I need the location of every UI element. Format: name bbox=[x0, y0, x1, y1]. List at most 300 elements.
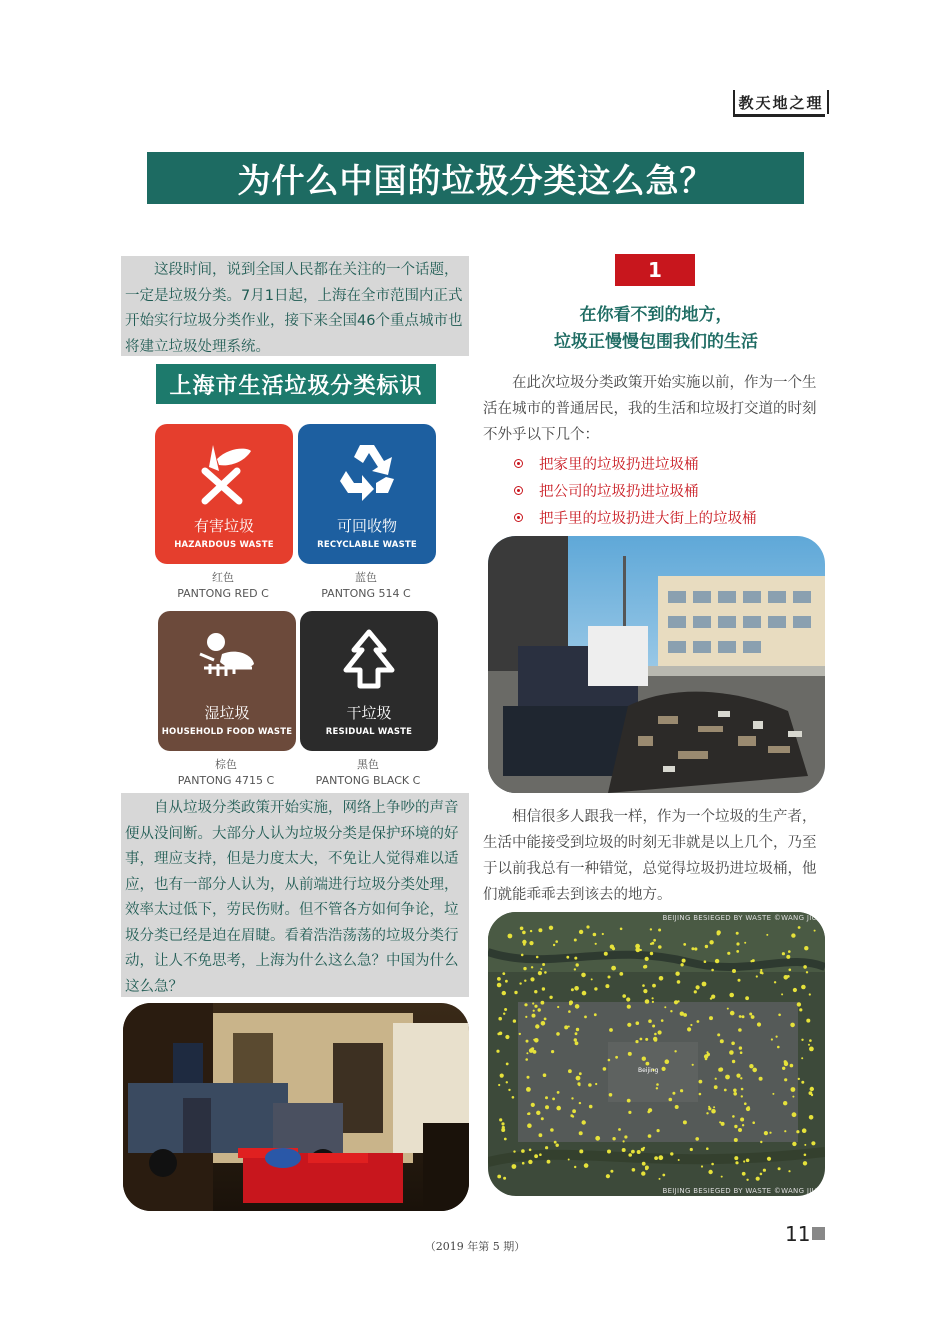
recyclable-label-cn: 可回收物 bbox=[336, 517, 397, 535]
dump-site-dot bbox=[764, 1131, 768, 1135]
list-item bbox=[514, 504, 834, 531]
dump-site-dot bbox=[806, 1019, 810, 1023]
dump-site-dot bbox=[692, 1064, 694, 1066]
blue-pantone: PANTONG 514 C bbox=[321, 587, 411, 600]
dump-site-dot bbox=[534, 1005, 537, 1008]
dump-site-dot bbox=[734, 1138, 738, 1142]
dump-site-dot bbox=[788, 950, 791, 953]
dump-site-dot bbox=[797, 1002, 801, 1006]
section-paragraph-2 bbox=[483, 804, 829, 908]
dump-site-dot bbox=[665, 1059, 670, 1064]
dump-site-dot bbox=[767, 1157, 771, 1161]
dump-site-dot bbox=[531, 1103, 535, 1107]
dump-site-dot bbox=[571, 1097, 573, 1099]
dump-site-dot bbox=[549, 926, 553, 930]
dump-site-dot bbox=[514, 991, 517, 994]
dump-site-dot bbox=[575, 1032, 578, 1035]
bullet-icon bbox=[514, 513, 523, 522]
debate-text: 自从垃圾分类政策开始实施，网络上争吵的声音便从没间断。大部分人认为垃圾分类是保护环境的好事，理应支持，但是力度太大，不免让人觉得难以适应，也有一部分人认为，从前端进行垃圾分类处理，效率太过低下，劳民伤财。但不管各方如何争论，垃圾分类已经是迫在眉睫。看着浩浩荡荡的垃圾分类行动，让人不免思考，上海为什么这么急？中国为什么这么急？ bbox=[125, 800, 459, 995]
intro-text: 这段时间，说到全国人民都在关注的一个话题，一定是垃圾分类。7月1日起，上海在全市范围内正式开始实行垃圾分类作业，接下来全国46个重点城市也将建立垃圾处理系统。 bbox=[125, 262, 463, 355]
page-number: 11 bbox=[785, 1222, 811, 1246]
dump-site-dot bbox=[530, 930, 532, 932]
dump-site-dot bbox=[570, 1114, 573, 1117]
dump-site-dot bbox=[552, 1098, 555, 1101]
dump-site-dot bbox=[732, 1060, 735, 1063]
dump-site-dot bbox=[791, 933, 795, 937]
dump-site-dot bbox=[662, 1067, 666, 1071]
dump-site-dot bbox=[608, 1059, 611, 1062]
dump-site-dot bbox=[711, 1109, 716, 1114]
dump-site-dot bbox=[658, 1155, 663, 1160]
dump-site-dot bbox=[736, 950, 739, 953]
dump-site-dot bbox=[534, 1154, 538, 1158]
dump-site-dot bbox=[760, 1141, 762, 1143]
dump-site-dot bbox=[579, 1149, 583, 1153]
dump-site-dot bbox=[736, 1074, 740, 1078]
dump-site-dot bbox=[711, 1163, 714, 1166]
dump-site-dot bbox=[694, 990, 697, 993]
dump-site-dot bbox=[751, 1015, 755, 1019]
dump-site-dot bbox=[801, 1039, 803, 1041]
dump-site-dot bbox=[774, 981, 776, 983]
dump-site-dot bbox=[648, 1019, 652, 1023]
dump-site-dot bbox=[504, 1138, 507, 1141]
dump-site-dot bbox=[593, 933, 597, 937]
dump-site-dot bbox=[506, 1063, 509, 1066]
dump-site-dot bbox=[595, 1083, 597, 1085]
dump-site-dot bbox=[706, 1112, 708, 1114]
dump-site-dot bbox=[582, 991, 587, 996]
dump-site-dot bbox=[658, 929, 661, 932]
dump-site-dot bbox=[574, 968, 576, 970]
dump-site-dot bbox=[586, 925, 589, 928]
dump-site-dot bbox=[729, 1050, 734, 1055]
recyclable-label-en: RECYCLABLE WASTE bbox=[317, 540, 417, 550]
dump-site-dot bbox=[809, 1115, 814, 1120]
dump-site-dot bbox=[683, 943, 686, 946]
dump-site-dot bbox=[657, 1129, 660, 1132]
dump-site-dot bbox=[656, 1083, 659, 1086]
dump-site-dot bbox=[504, 1008, 507, 1011]
dump-site-dot bbox=[741, 1095, 743, 1097]
dump-site-dot bbox=[648, 1134, 652, 1138]
dump-site-dot bbox=[533, 1010, 535, 1012]
dump-site-dot bbox=[690, 1024, 692, 1026]
dump-site-dot bbox=[501, 1128, 505, 1132]
dump-site-dot bbox=[635, 1040, 638, 1043]
dump-site-dot bbox=[595, 1136, 600, 1141]
intro-box bbox=[121, 256, 469, 356]
dump-site-dot bbox=[744, 942, 746, 944]
dump-site-dot bbox=[576, 963, 579, 966]
dump-site-dot bbox=[708, 1170, 712, 1174]
dump-site-dot bbox=[544, 971, 547, 974]
list-item bbox=[514, 477, 834, 504]
dump-site-dot bbox=[538, 971, 542, 975]
dump-site-dot bbox=[725, 1075, 730, 1080]
dump-site-dot bbox=[756, 1177, 760, 1181]
bullet-icon bbox=[514, 486, 523, 495]
dump-site-dot bbox=[603, 1067, 607, 1071]
dump-site-dot bbox=[724, 1089, 727, 1092]
dump-site-dot bbox=[620, 928, 623, 931]
dump-site-dot bbox=[635, 944, 640, 949]
dump-site-dot bbox=[691, 947, 694, 950]
truck-photo bbox=[123, 1003, 469, 1211]
dump-site-dot bbox=[763, 1169, 766, 1172]
dump-site-dot bbox=[738, 979, 741, 982]
dump-site-dot bbox=[784, 1078, 787, 1081]
dump-site-dot bbox=[584, 1016, 587, 1019]
bullet-icon bbox=[514, 459, 523, 468]
dump-site-dot bbox=[525, 1058, 528, 1061]
dump-site-dot bbox=[538, 1008, 541, 1011]
dump-site-dot bbox=[526, 1052, 528, 1054]
dump-site-dot bbox=[526, 1040, 529, 1043]
dump-site-dot bbox=[557, 1006, 559, 1008]
dump-site-dot bbox=[594, 987, 597, 990]
dump-site-dot bbox=[645, 1038, 648, 1041]
dump-site-dot bbox=[781, 993, 783, 995]
dump-site-dot bbox=[658, 945, 662, 949]
dump-site-dot bbox=[637, 1150, 641, 1154]
dump-site-dot bbox=[497, 1175, 501, 1179]
dump-site-dot bbox=[782, 952, 785, 955]
dump-site-dot bbox=[536, 956, 539, 959]
bullet-text: 把手里的垃圾扔进大街上的垃圾桶 bbox=[539, 511, 757, 527]
dump-site-dot bbox=[678, 1159, 680, 1161]
dump-site-dot bbox=[554, 1141, 557, 1144]
dump-site-dot bbox=[804, 1154, 807, 1157]
debate-box bbox=[121, 793, 469, 997]
dump-site-dot bbox=[746, 1159, 750, 1163]
truck-photo-image bbox=[123, 1003, 469, 1211]
dump-site-dot bbox=[742, 1172, 746, 1176]
dump-site-dot bbox=[584, 1163, 589, 1168]
dump-site-dot bbox=[721, 1122, 725, 1126]
dump-site-dot bbox=[519, 982, 521, 984]
dump-site-dot bbox=[742, 1124, 744, 1126]
dump-site-dot bbox=[640, 1038, 643, 1041]
dump-site-dot bbox=[522, 1162, 525, 1165]
red-caption bbox=[153, 570, 293, 602]
dump-site-dot bbox=[646, 1062, 650, 1066]
beijing-waste-map bbox=[488, 912, 825, 1196]
food-waste-label-en: HOUSEHOLD FOOD WASTE bbox=[161, 727, 293, 737]
dump-site-dot bbox=[740, 1077, 742, 1079]
dump-site-dot bbox=[604, 952, 608, 956]
dump-site-dot bbox=[571, 988, 574, 991]
dump-site-dot bbox=[576, 1076, 581, 1081]
dump-site-dot bbox=[715, 959, 719, 963]
section-tag-underline bbox=[733, 114, 825, 117]
dump-site-dot bbox=[814, 930, 816, 932]
dump-site-dot bbox=[717, 932, 720, 935]
dump-site-dot bbox=[648, 1108, 652, 1112]
dump-site-dot bbox=[677, 1000, 679, 1002]
dump-site-dot bbox=[568, 1159, 570, 1161]
dump-site-dot bbox=[512, 1164, 517, 1169]
dump-site-dot bbox=[740, 1051, 743, 1054]
dump-site-dot bbox=[746, 1107, 750, 1111]
list-item bbox=[514, 450, 834, 477]
dump-site-dot bbox=[669, 1098, 673, 1102]
dump-site-dot bbox=[645, 957, 649, 961]
section-number: 1 bbox=[615, 254, 695, 286]
recyclable-waste-tile bbox=[298, 424, 436, 564]
page-marker bbox=[812, 1227, 825, 1240]
map-city-label: Beijing bbox=[638, 1067, 659, 1074]
dump-site-dot bbox=[680, 1012, 684, 1016]
dump-site-dot bbox=[628, 1052, 632, 1056]
dump-site-dot bbox=[784, 1130, 786, 1132]
dump-site-dot bbox=[549, 996, 552, 999]
dump-site-dot bbox=[730, 1011, 735, 1016]
dump-site-dot bbox=[740, 1118, 744, 1122]
dump-site-dot bbox=[619, 972, 623, 976]
dump-site-dot bbox=[545, 1105, 549, 1109]
dump-site-dot bbox=[790, 1064, 794, 1068]
residual-label-en: RESIDUAL WASTE bbox=[325, 727, 413, 737]
dump-site-dot bbox=[787, 975, 790, 978]
dump-site-dot bbox=[675, 972, 679, 976]
dump-site-dot bbox=[576, 1028, 579, 1031]
dump-site-dot bbox=[643, 989, 647, 993]
section-paragraph-1 bbox=[483, 370, 829, 448]
dump-site-dot bbox=[519, 1033, 521, 1035]
dump-site-dot bbox=[792, 1112, 797, 1117]
dump-site-dot bbox=[654, 1156, 658, 1160]
dump-site-dot bbox=[574, 1166, 576, 1168]
red-color-name: 红色 bbox=[212, 571, 234, 584]
hazardous-waste-tile bbox=[155, 424, 293, 564]
dump-site-dot bbox=[769, 1132, 771, 1134]
hazardous-label-cn: 有害垃圾 bbox=[193, 517, 254, 535]
dump-site-dot bbox=[656, 1087, 658, 1089]
dump-site-dot bbox=[497, 1033, 500, 1036]
street-photo bbox=[488, 536, 825, 793]
dump-site-dot bbox=[734, 1125, 737, 1128]
dump-site-dot bbox=[746, 1179, 748, 1181]
dump-site-dot bbox=[508, 1089, 510, 1091]
dump-site-dot bbox=[738, 1028, 742, 1032]
dump-site-dot bbox=[520, 927, 524, 931]
dump-site-dot bbox=[706, 1147, 709, 1150]
dump-site-dot bbox=[697, 1020, 700, 1023]
section-tag: 教天地之理 bbox=[733, 90, 829, 114]
recycle-icon bbox=[332, 437, 402, 507]
dump-site-dot bbox=[772, 1093, 774, 1095]
issue-label: （2019 年第 5 期） bbox=[424, 1240, 526, 1253]
black-color-name: 黑色 bbox=[357, 758, 379, 771]
brown-color-name: 棕色 bbox=[215, 758, 237, 771]
dump-site-dot bbox=[714, 1085, 718, 1089]
dump-site-dot bbox=[525, 1016, 527, 1018]
dump-site-dot bbox=[701, 1165, 703, 1167]
bullet-list bbox=[514, 450, 834, 531]
dump-site-dot bbox=[739, 1046, 742, 1049]
dump-site-dot bbox=[642, 984, 645, 987]
dump-site-dot bbox=[542, 963, 545, 966]
dump-site-dot bbox=[623, 1140, 625, 1142]
dump-site-dot bbox=[513, 1019, 516, 1022]
food-waste-icon bbox=[192, 624, 262, 694]
dump-site-dot bbox=[734, 1156, 738, 1160]
dump-site-dot bbox=[564, 1025, 568, 1029]
dump-site-dot bbox=[727, 1008, 729, 1010]
dump-site-dot bbox=[527, 1076, 530, 1079]
dump-site-dot bbox=[530, 977, 534, 981]
dump-site-dot bbox=[810, 1087, 814, 1091]
dump-site-dot bbox=[752, 1121, 755, 1124]
dump-site-dot bbox=[609, 1093, 613, 1097]
dump-site-dot bbox=[588, 1083, 592, 1087]
section-heading bbox=[483, 302, 829, 356]
dump-site-dot bbox=[809, 993, 811, 995]
dump-site-dot bbox=[575, 1004, 580, 1009]
dump-site-dot bbox=[761, 972, 763, 974]
dump-site-dot bbox=[659, 976, 664, 981]
dump-site-dot bbox=[545, 1146, 548, 1149]
dump-site-dot bbox=[733, 1089, 737, 1093]
dump-site-dot bbox=[610, 1170, 613, 1173]
dump-site-dot bbox=[536, 1111, 540, 1115]
dump-site-dot bbox=[650, 952, 653, 955]
dump-site-dot bbox=[727, 952, 730, 955]
dump-site-dot bbox=[501, 1122, 504, 1125]
dump-site-dot bbox=[579, 1102, 581, 1104]
dump-site-dot bbox=[809, 1047, 814, 1052]
dump-site-dot bbox=[760, 1173, 763, 1176]
dump-site-dot bbox=[627, 1099, 631, 1103]
dump-site-dot bbox=[650, 928, 652, 930]
dump-site-dot bbox=[809, 1091, 813, 1095]
dump-site-dot bbox=[672, 1092, 675, 1095]
dump-site-dot bbox=[664, 1006, 666, 1008]
dump-site-dot bbox=[788, 1170, 790, 1172]
section-paragraph-2-text: 相信很多人跟我一样，作为一个垃圾的生产者，生活中能接受到垃圾的时刻无非就是以上几个，乃至于以前我总有一种错觉，总觉得垃圾扔进垃圾桶，他们就能乖乖去到该去的地方。 bbox=[483, 809, 817, 903]
dump-site-dot bbox=[581, 973, 586, 978]
dump-site-dot bbox=[582, 1120, 586, 1124]
dump-site-dot bbox=[628, 1153, 632, 1157]
dump-site-dot bbox=[553, 944, 555, 946]
dump-site-dot bbox=[521, 954, 524, 957]
dump-site-dot bbox=[502, 991, 506, 995]
dump-site-dot bbox=[505, 1035, 509, 1039]
dump-site-dot bbox=[557, 1091, 560, 1094]
dump-site-dot bbox=[739, 1015, 742, 1018]
map-credit-bottom: BEIJING BESIEGED BY WASTE ©WANG JIU bbox=[662, 1187, 817, 1195]
dump-site-dot bbox=[742, 1015, 745, 1018]
dump-site-dot bbox=[652, 997, 654, 999]
dump-site-dot bbox=[540, 968, 542, 970]
dump-site-dot bbox=[606, 1174, 610, 1178]
dump-site-dot bbox=[735, 1161, 738, 1164]
dump-site-dot bbox=[803, 1161, 807, 1165]
dump-site-dot bbox=[789, 969, 792, 972]
dump-site-dot bbox=[717, 1033, 720, 1036]
dump-site-dot bbox=[568, 1010, 571, 1013]
dump-site-dot bbox=[713, 1106, 715, 1108]
dump-site-dot bbox=[777, 1046, 780, 1049]
dump-site-dot bbox=[659, 1178, 661, 1180]
dump-site-dot bbox=[715, 1078, 717, 1080]
dump-site-dot bbox=[796, 1130, 799, 1133]
dump-site-dot bbox=[556, 1032, 560, 1036]
dump-site-dot bbox=[699, 1080, 703, 1084]
dump-site-dot bbox=[708, 1107, 711, 1110]
dump-site-dot bbox=[631, 1150, 635, 1154]
dump-site-dot bbox=[578, 1084, 580, 1086]
dump-site-dot bbox=[579, 930, 583, 934]
dump-site-dot bbox=[532, 1002, 534, 1004]
dump-site-dot bbox=[569, 1002, 572, 1005]
dump-site-dot bbox=[556, 1144, 559, 1147]
dump-site-dot bbox=[674, 1050, 676, 1052]
dump-site-dot bbox=[508, 934, 513, 939]
dump-site-dot bbox=[645, 1167, 648, 1170]
title-bar bbox=[147, 152, 804, 204]
dump-site-dot bbox=[533, 1039, 535, 1041]
dump-site-dot bbox=[808, 1044, 810, 1046]
dump-site-dot bbox=[652, 1025, 655, 1028]
hazardous-icon bbox=[189, 437, 259, 507]
dump-site-dot bbox=[628, 1111, 631, 1114]
dump-site-dot bbox=[749, 1013, 752, 1016]
dump-site-dot bbox=[513, 1150, 515, 1152]
dump-site-dot bbox=[806, 971, 808, 973]
dump-site-dot bbox=[532, 1014, 536, 1018]
dump-site-dot bbox=[809, 1039, 812, 1042]
dump-site-dot bbox=[771, 1038, 773, 1040]
page-title: 为什么中国的垃圾分类这么急？ bbox=[237, 160, 714, 200]
dump-site-dot bbox=[652, 1001, 654, 1003]
street-photo-image bbox=[488, 536, 825, 793]
dump-site-dot bbox=[609, 1028, 613, 1032]
satellite-map-image bbox=[488, 912, 825, 1196]
red-pantone: PANTONG RED C bbox=[177, 587, 269, 600]
dump-site-dot bbox=[624, 1135, 627, 1138]
bullet-text: 把家里的垃圾扔进垃圾桶 bbox=[539, 457, 699, 473]
dump-site-dot bbox=[682, 959, 686, 963]
dump-site-dot bbox=[683, 1120, 687, 1124]
dump-site-dot bbox=[731, 1042, 735, 1046]
dump-site-dot bbox=[732, 1115, 735, 1118]
dump-site-dot bbox=[733, 1092, 737, 1096]
dump-site-dot bbox=[721, 1176, 723, 1178]
blue-color-name: 蓝色 bbox=[355, 571, 377, 584]
dump-site-dot bbox=[528, 1112, 531, 1115]
dump-site-dot bbox=[529, 1149, 532, 1152]
section-heading-line2: 垃圾正慢慢包围我们的生活 bbox=[554, 332, 758, 352]
dump-site-dot bbox=[547, 1160, 551, 1164]
dump-site-dot bbox=[535, 1024, 539, 1028]
dump-site-dot bbox=[752, 1068, 757, 1073]
dump-site-dot bbox=[709, 1016, 713, 1020]
dump-site-dot bbox=[782, 1067, 785, 1070]
dump-site-dot bbox=[496, 1050, 499, 1053]
dump-site-dot bbox=[652, 984, 656, 988]
dump-site-dot bbox=[694, 947, 697, 950]
dump-site-dot bbox=[736, 932, 739, 935]
dump-site-dot bbox=[539, 1153, 542, 1156]
dump-site-dot bbox=[531, 966, 533, 968]
dump-site-dot bbox=[670, 1152, 673, 1155]
dump-site-dot bbox=[766, 934, 768, 936]
dump-site-dot bbox=[632, 1168, 636, 1172]
dump-site-dot bbox=[512, 1096, 515, 1099]
dump-site-dot bbox=[802, 1128, 807, 1133]
